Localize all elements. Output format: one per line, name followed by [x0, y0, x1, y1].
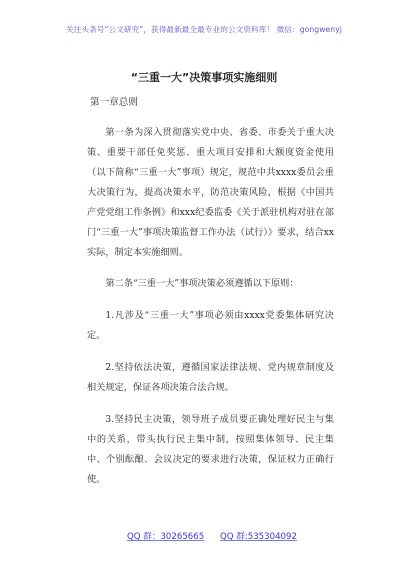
header-banner: 关注头条号“公文研究”，获得最新最全最专业的公文资料库！ 微信：gongwenyj	[66, 25, 342, 34]
principle-1-paragraph: 1.凡涉及“三重一大”事项必须由xxxx党委集体研究决定。	[87, 310, 334, 341]
qq-group-link-right[interactable]: QQ 群:535304092	[220, 532, 297, 542]
chapter-heading: 第一章总则	[90, 97, 138, 108]
principle-2-paragraph: 2.坚持依法决策，遵循国家法律法规、党内规章制度及相关规定，保证各项决策合法合规。	[87, 362, 334, 393]
article-2-paragraph: 第二条“三重一大”事项决策必须遵循以下原则：	[105, 278, 299, 289]
qq-group-link-left[interactable]: QQ 群：30265665	[127, 532, 205, 542]
document-title: “三重一大”决策事项实施细则	[130, 71, 278, 84]
footer	[0, 530, 408, 550]
article-1-paragraph: 第一条为深入贯彻落实党中央、省委、市委关于重大决策、重要干部任免奖惩、重大项目安排和大额度资金使用（以下简称“三重一大”事项）规定，规范中共xxxx委员会重大决策行为，提高决策水平，防范决策风险，根据《中国共产党党组工作条例》和xxx纪委监委《关于派驻机构对驻在部门“三重一大”事项决策监督工作办法（试行）》要求，结合xx实际，制定本实施细则。	[87, 127, 334, 258]
document-body	[87, 95, 334, 490]
principle-3-paragraph: 3.坚持民主决策，领导班子成员要正确处理好民主与集中的关系，带头执行民主集中制，按照集体领导、民主集中、个别酝酿、会议决定的要求进行决策，保证权力正确行使。	[87, 414, 334, 485]
